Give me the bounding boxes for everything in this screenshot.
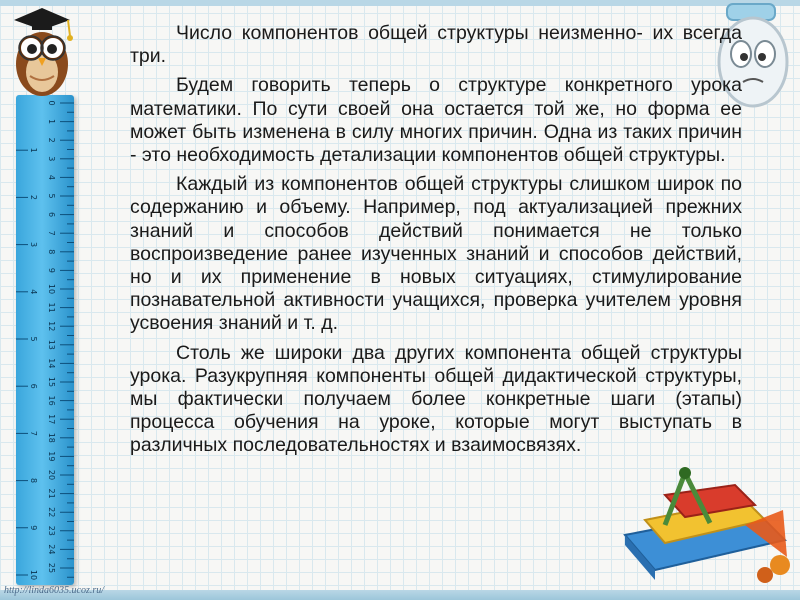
top-border <box>0 0 800 6</box>
ruler-inch-label: 1 <box>29 147 38 153</box>
ruler-cm-label: 0 <box>47 100 56 106</box>
ruler-cm-label: 13 <box>47 339 56 350</box>
paragraph-1: Число компонентов общей структуры неизменно- их всегда три. <box>130 22 742 68</box>
ruler-decoration <box>16 95 74 585</box>
ruler-cm-label: 15 <box>47 376 56 388</box>
paragraph-2: Будем говорить теперь о структуре конкретного урока математики. По сути своей она остается той же, но форма ее может быть изменена в силу многих причин. Одна из таких причин - это необходимость детализации компонентов общей структуры. <box>130 74 742 167</box>
ruler-cm-label: 25 <box>47 562 56 574</box>
ruler-cm-label: 18 <box>47 432 56 443</box>
bottom-border <box>0 590 800 600</box>
ruler-cm-label: 5 <box>47 193 56 199</box>
ruler-cm-label: 19 <box>47 451 56 462</box>
paragraph-3: Каждый из компонентов общей структуры слишком широк по содержанию и объему. Например, под актуализацией прежних знаний и способов действий понимается не только воспроизведение ранее изученных знаний и способов действий, но и их применение в новых ситуациях, стимулирование познавательной активности учащихся, проверка учителем уровня усвоения знаний и т. д. <box>130 173 742 335</box>
ruler-cm-label: 1 <box>47 119 56 125</box>
ruler-cm-label: 17 <box>47 414 56 425</box>
ruler-inch-label: 9 <box>29 525 38 531</box>
ruler-inch-label: 4 <box>29 289 38 295</box>
ruler-cm-label: 3 <box>46 156 56 162</box>
ruler-inch-label: 7 <box>29 430 38 436</box>
ruler-cm-label: 14 <box>47 358 56 369</box>
ruler-inch-label: 3 <box>29 242 38 248</box>
ruler-cm-label: 11 <box>47 302 56 313</box>
ruler-cm-label: 4 <box>47 174 56 180</box>
ruler-cm-label: 20 <box>47 469 56 481</box>
ruler-cm-label: 21 <box>47 488 56 499</box>
ruler-inch-label: 10 <box>29 569 38 581</box>
ruler-cm-label: 7 <box>47 230 56 236</box>
ruler-cm-label: 16 <box>47 395 56 406</box>
ruler-inch-label: 2 <box>29 194 38 200</box>
ruler-inch-label: 8 <box>29 478 38 484</box>
ruler-cm-label: 2 <box>47 137 56 143</box>
paragraph-4: Столь же широки два других компонента общей структуры урока. Разукрупняя компоненты общей дидактической структуры, мы фактически получаем более конкретные шаги (этапы) процесса обучения на уроке, которые могут выступать в различных последовательностях и взаимосвязях. <box>130 341 742 457</box>
ruler-cm-label: 8 <box>47 249 56 255</box>
ruler-cm-label: 23 <box>47 525 56 536</box>
ruler-scale <box>16 95 74 585</box>
school-supplies-icon <box>605 465 795 590</box>
ruler-inch-label: 6 <box>29 383 38 389</box>
ruler-inch-label: 5 <box>29 336 38 342</box>
owl-teacher-icon <box>2 2 82 102</box>
footer-url: http://linda6035.ucoz.ru/ <box>4 585 104 596</box>
ruler-cm-label: 6 <box>47 212 56 218</box>
ruler-cm-label: 12 <box>47 321 56 332</box>
ruler-cm-label: 9 <box>47 267 56 273</box>
main-text <box>130 22 742 464</box>
ruler-cm-label: 10 <box>47 283 56 295</box>
ruler-cm-label: 22 <box>47 507 56 518</box>
ruler-cm-label: 24 <box>47 544 56 555</box>
